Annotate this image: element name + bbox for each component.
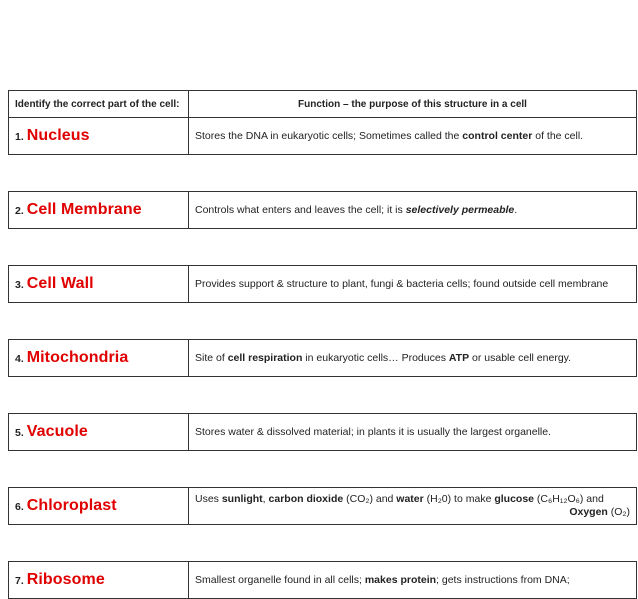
row-number: 1. [15, 130, 24, 143]
row-number: 5. [15, 426, 24, 439]
row-number: 6. [15, 500, 24, 513]
answer-chloroplast: Chloroplast [26, 496, 117, 514]
table-row [9, 192, 637, 229]
worksheet [8, 90, 636, 588]
function-keyword: cell respiration [227, 351, 303, 364]
function-cell [189, 488, 637, 525]
function-cell [189, 414, 637, 451]
function-text: of the cell. [532, 129, 584, 142]
function-text: Stores water & dissolved material; in plants it is usually the largest organelle. [195, 425, 552, 438]
answer-cell-wall: Cell Wall [26, 274, 94, 292]
part-cell [9, 118, 189, 155]
function-keyword: glucose [494, 493, 535, 505]
table-row [9, 562, 637, 599]
header-identify: Identify the correct part of the cell: [9, 91, 189, 118]
answer-nucleus: Nucleus [26, 126, 90, 144]
answer-cell-membrane: Cell Membrane [26, 200, 142, 218]
table-row [9, 414, 637, 451]
part-cell [9, 192, 189, 229]
part-cell [9, 488, 189, 525]
function-text: Stores the DNA in eukaryotic cells; Sometimes called the [195, 129, 463, 142]
table-row [9, 488, 637, 525]
function-text: Uses [195, 493, 222, 505]
cell-parts-table [8, 90, 637, 599]
function-cell [189, 562, 637, 599]
table-row [9, 340, 637, 377]
function-keyword: control center [462, 129, 533, 142]
function-text: Smallest organelle found in all cells; [195, 573, 365, 586]
function-text: ; gets instructions from DNA; [436, 573, 570, 586]
function-keyword: sunlight [221, 493, 263, 505]
function-line-2 [195, 506, 630, 519]
function-cell [189, 340, 637, 377]
function-text: . [514, 203, 518, 216]
table-row [9, 118, 637, 155]
function-text: (CO₂) and [343, 493, 397, 505]
function-keyword: Oxygen [569, 506, 608, 518]
function-cell [189, 266, 637, 303]
function-text: (H₂0) to make [423, 493, 495, 505]
function-cell [189, 192, 637, 229]
function-text: , [262, 493, 269, 505]
answer-vacuole: Vacuole [26, 422, 88, 440]
function-cell [189, 118, 637, 155]
table-row [9, 266, 637, 303]
function-text: or usable cell energy. [469, 351, 572, 364]
function-keyword: selectively permeable [405, 203, 515, 216]
function-text: in eukaryotic cells… Produces [302, 351, 449, 364]
row-number: 4. [15, 352, 24, 365]
answer-mitochondria: Mitochondria [26, 348, 129, 366]
part-cell [9, 266, 189, 303]
part-cell [9, 414, 189, 451]
header-function: Function – the purpose of this structure in a cell [189, 91, 637, 118]
table-header-row [9, 91, 637, 118]
function-text: (O₂) [607, 506, 630, 518]
function-text: Site of [195, 351, 228, 364]
function-text: (C₆H₁₂O₆) and [534, 493, 604, 505]
answer-ribosome: Ribosome [26, 570, 105, 588]
function-keyword: makes protein [364, 573, 437, 586]
function-keyword: carbon dioxide [268, 493, 344, 505]
function-text: Controls what enters and leaves the cell; it is [195, 203, 406, 216]
function-text: Provides support & structure to plant, fungi & bacteria cells; found outside cell membrane [195, 277, 609, 290]
row-number: 2. [15, 204, 24, 217]
function-keyword: ATP [448, 351, 470, 364]
part-cell [9, 340, 189, 377]
part-cell [9, 562, 189, 599]
function-keyword: water [396, 493, 424, 505]
row-number: 7. [15, 574, 24, 587]
row-number: 3. [15, 278, 24, 291]
